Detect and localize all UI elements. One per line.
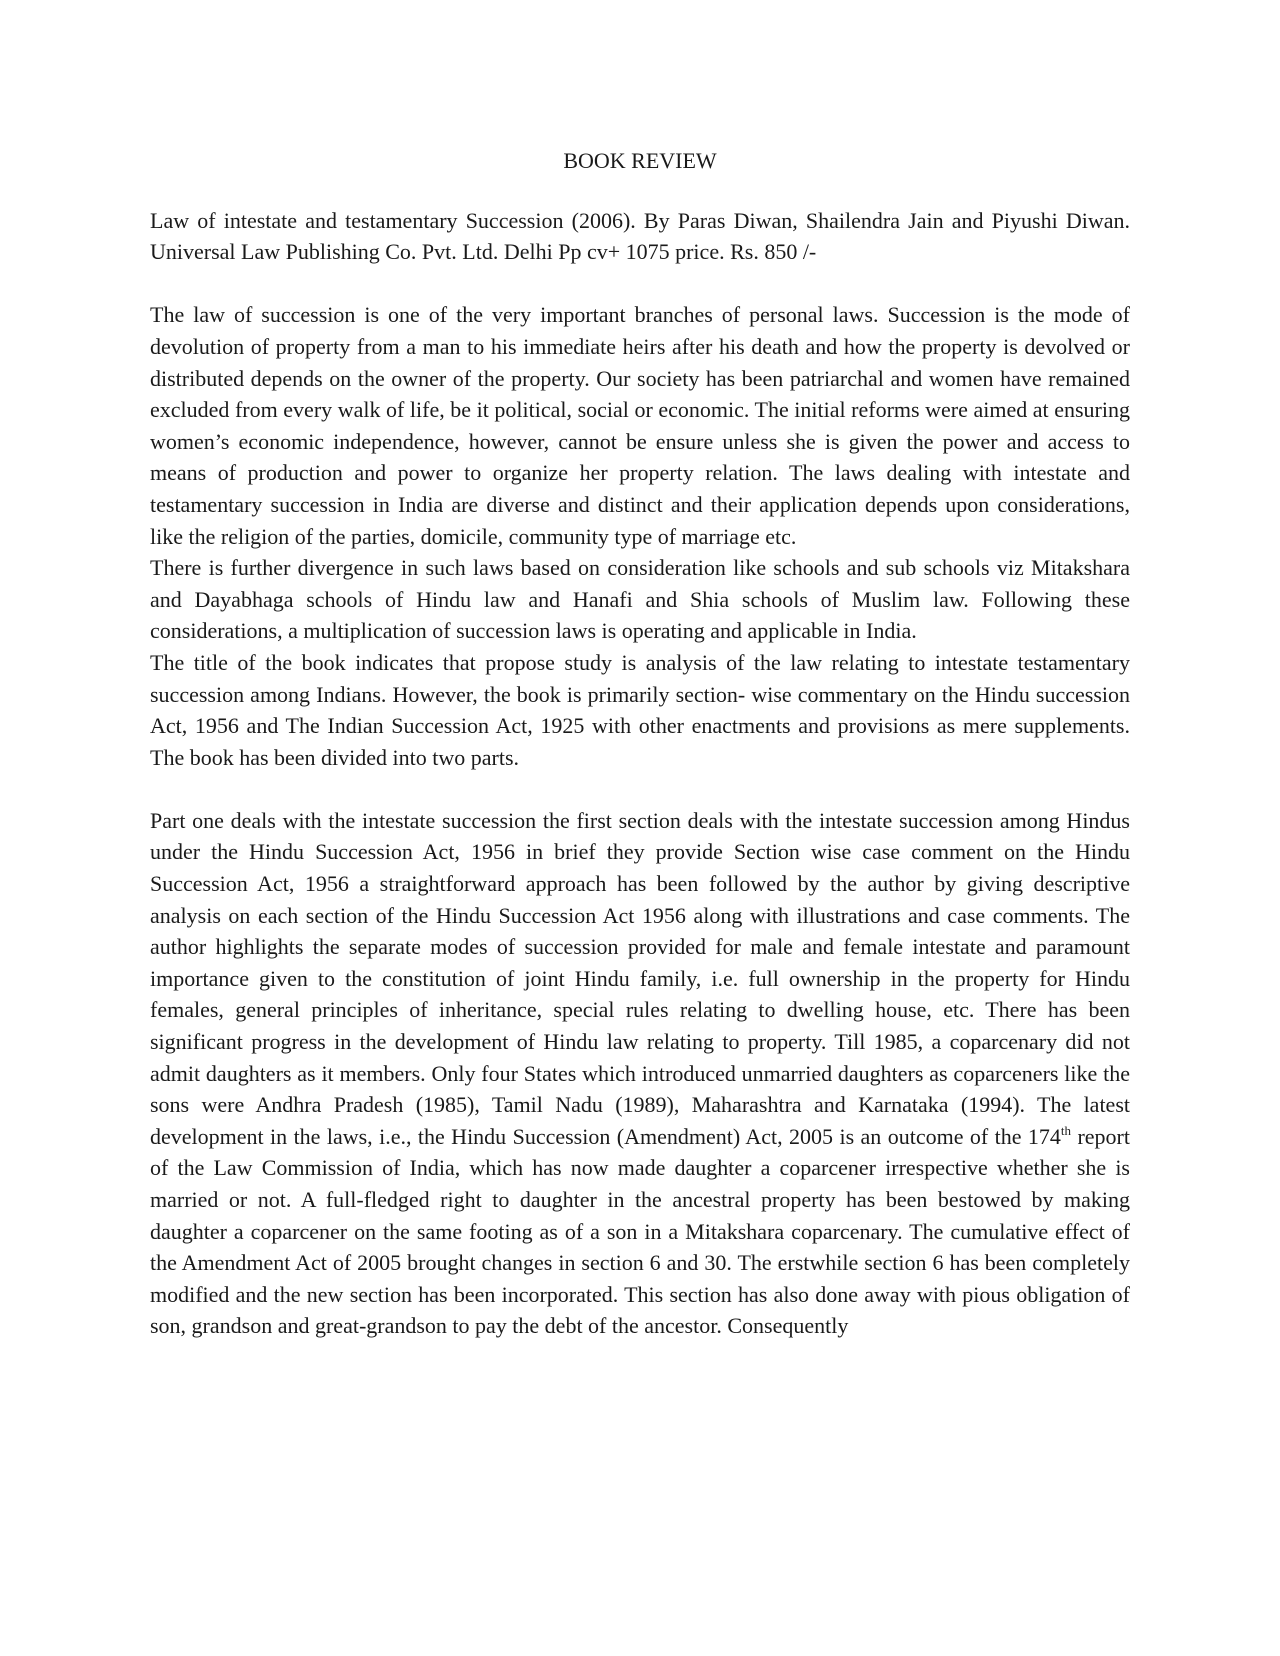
- ordinal-suffix: th: [1060, 1122, 1072, 1138]
- paragraph-4: [150, 805, 1130, 1342]
- paragraph-1: The law of succession is one of the very important branches of personal laws. Succession is the mode of devolution of property from a man to his immediate heirs after his death and how the property is devolved or distributed depends on the owner of the property. Our society has been patriarchal and women have remained excluded from every walk of life, be it political, social or economic. The initial reforms were aimed at ensuring women’s economic independence, however, cannot be ensure unless she is given the power and access to means of production and power to organize her property relation. The laws dealing with intestate and testamentary succession in India are diverse and distinct and their application depends upon considerations, like the religion of the parties, domicile, community type of marriage etc.: [150, 302, 1130, 549]
- paragraph-3: The title of the book indicates that propose study is analysis of the law relating to intestate testamentary succession among Indians. However, the book is primarily section- wise commentary on the Hindu succession Act, 1956 and The Indian Succession Act, 1925 with other enactments and provisions as mere supplements. The book has been divided into two parts.: [150, 649, 1130, 770]
- document-page: [150, 145, 1130, 1342]
- paragraph-spacer: [150, 268, 1130, 300]
- paragraph-spacer: [150, 773, 1130, 805]
- book-citation: Law of intestate and testamentary Succession (2006). By Paras Diwan, Shailendra Jain and Piyushi Diwan. Universal Law Publishing Co. Pvt. Ltd. Delhi Pp cv+ 1075 price. Rs. 850 /-: [150, 207, 1130, 265]
- paragraph-2: There is further divergence in such laws based on consideration like schools and sub schools viz Mitakshara and Dayabhaga schools of Hindu law and Hanafi and Shia schools of Muslim law. Following these considerations, a multiplication of succession laws is operating and applicable in India.: [150, 555, 1130, 644]
- paragraph-4-part-a: Part one deals with the intestate succession the first section deals with the intestate succession among Hindus under the Hindu Succession Act, 1956 in brief they provide Section wise case comment on the Hindu Succession Act, 1956 a straightforward approach has been followed by the author by giving descriptive analysis on each section of the Hindu Succession Act 1956 along with illustrations and case comments. The author highlights the separate modes of succession provided for male and female intestate and paramount importance given to the constitution of joint Hindu family, i.e. full ownership in the property for Hindu females, general principles of inheritance, special rules relating to dwelling house, etc. There has been significant progress in the development of Hindu law relating to property. Till 1985, a coparcenary did not admit daughters as it members. Only four States which introduced unmarried daughters as coparceners like the sons were Andhra Pradesh (1985), Tamil Nadu (1989), Maharashtra and Karnataka (1994). The latest development in the laws, i.e., the Hindu Succession (Amendment) Act, 2005 is an outcome of the 174: [150, 807, 1130, 1149]
- paragraph-4-part-b: report of the Law Commission of India, which has now made daughter a coparcener irrespective whether she is married or not. A full-fledged right to daughter in the ancestral property has been bestowed by making daughter a coparcener on the same footing as of a son in a Mitakshara coparcenary. The cumulative effect of the Amendment Act of 2005 brought changes in section 6 and 30. The erstwhile section 6 has been completely modified and the new section has been incorporated. This section has also done away with pious obligation of son, grandson and great-grandson to pay the debt of the ancestor. Consequently: [150, 1123, 1130, 1339]
- document-title: BOOK REVIEW: [563, 148, 717, 173]
